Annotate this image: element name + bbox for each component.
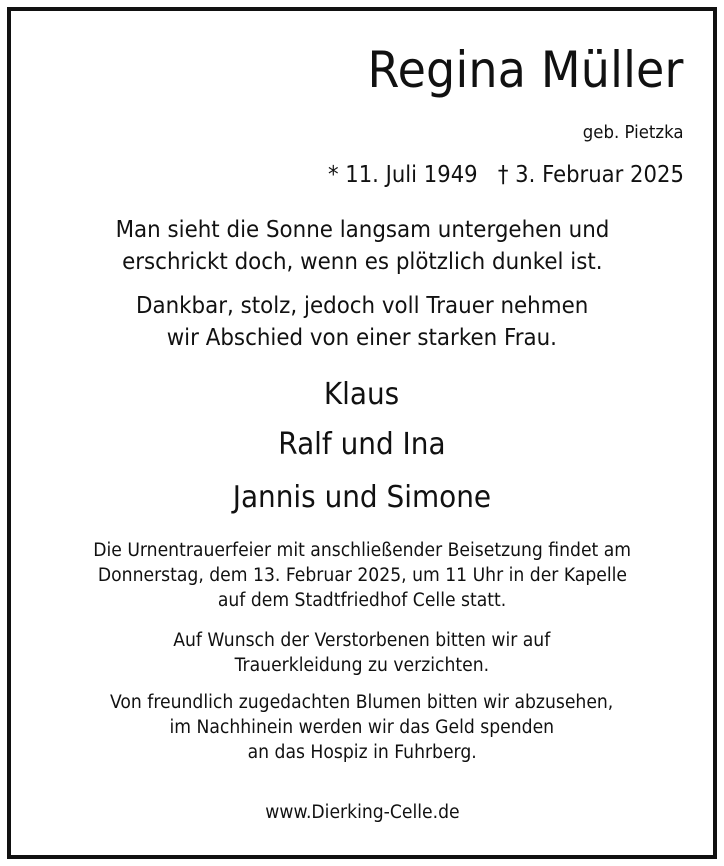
- dress-note-line-2: Trauerkleidung zu verzichten.: [234, 655, 490, 676]
- donation-note: [0, 690, 724, 765]
- ceremony-line-3: auf dem Stadtfriedhof Celle statt.: [217, 590, 507, 611]
- donation-note-line-1: Von freundlich zugedachten Blumen bitten wir abzusehen,: [110, 692, 614, 713]
- farewell-line-2: wir Abschied von einer starken Frau.: [166, 325, 558, 351]
- deceased-name: Regina Müller: [367, 41, 684, 99]
- dress-note: [0, 628, 724, 678]
- donation-note-line-3: an das Hospiz in Fuhrberg.: [247, 742, 477, 763]
- birth-date: * 11. Juli 1949: [328, 162, 478, 188]
- mourner-name: Klaus: [324, 377, 400, 412]
- quote: [0, 214, 724, 278]
- death-date: † 3. Februar 2025: [497, 162, 684, 188]
- dress-note-line-1: Auf Wunsch der Verstorbenen bitten wir auf: [173, 630, 551, 651]
- farewell-text: [0, 290, 724, 354]
- ceremony-line-1: Die Urnentrauerfeier mit anschließender Beisetzung findet am: [93, 540, 631, 561]
- mourner-name: Ralf und Ina: [278, 427, 446, 462]
- farewell-line-1: Dankbar, stolz, jedoch voll Trauer nehmen: [135, 293, 589, 319]
- donation-note-line-2: im Nachhinein werden wir das Geld spenden: [169, 717, 555, 738]
- ceremony-text: [0, 538, 724, 613]
- life-dates: [328, 161, 684, 189]
- quote-line-1: Man sieht die Sonne langsam untergehen und: [115, 217, 609, 243]
- maiden-name: geb. Pietzka: [583, 122, 684, 143]
- website-link[interactable]: www.Dierking-Celle.de: [264, 802, 460, 823]
- funeral-home-website[interactable]: [0, 801, 724, 825]
- ceremony-line-2: Donnerstag, dem 13. Februar 2025, um 11 Uhr in der Kapelle: [97, 565, 627, 586]
- quote-line-2: erschrickt doch, wenn es plötzlich dunkel ist.: [121, 249, 603, 275]
- mourner-name: Jannis und Simone: [232, 480, 492, 515]
